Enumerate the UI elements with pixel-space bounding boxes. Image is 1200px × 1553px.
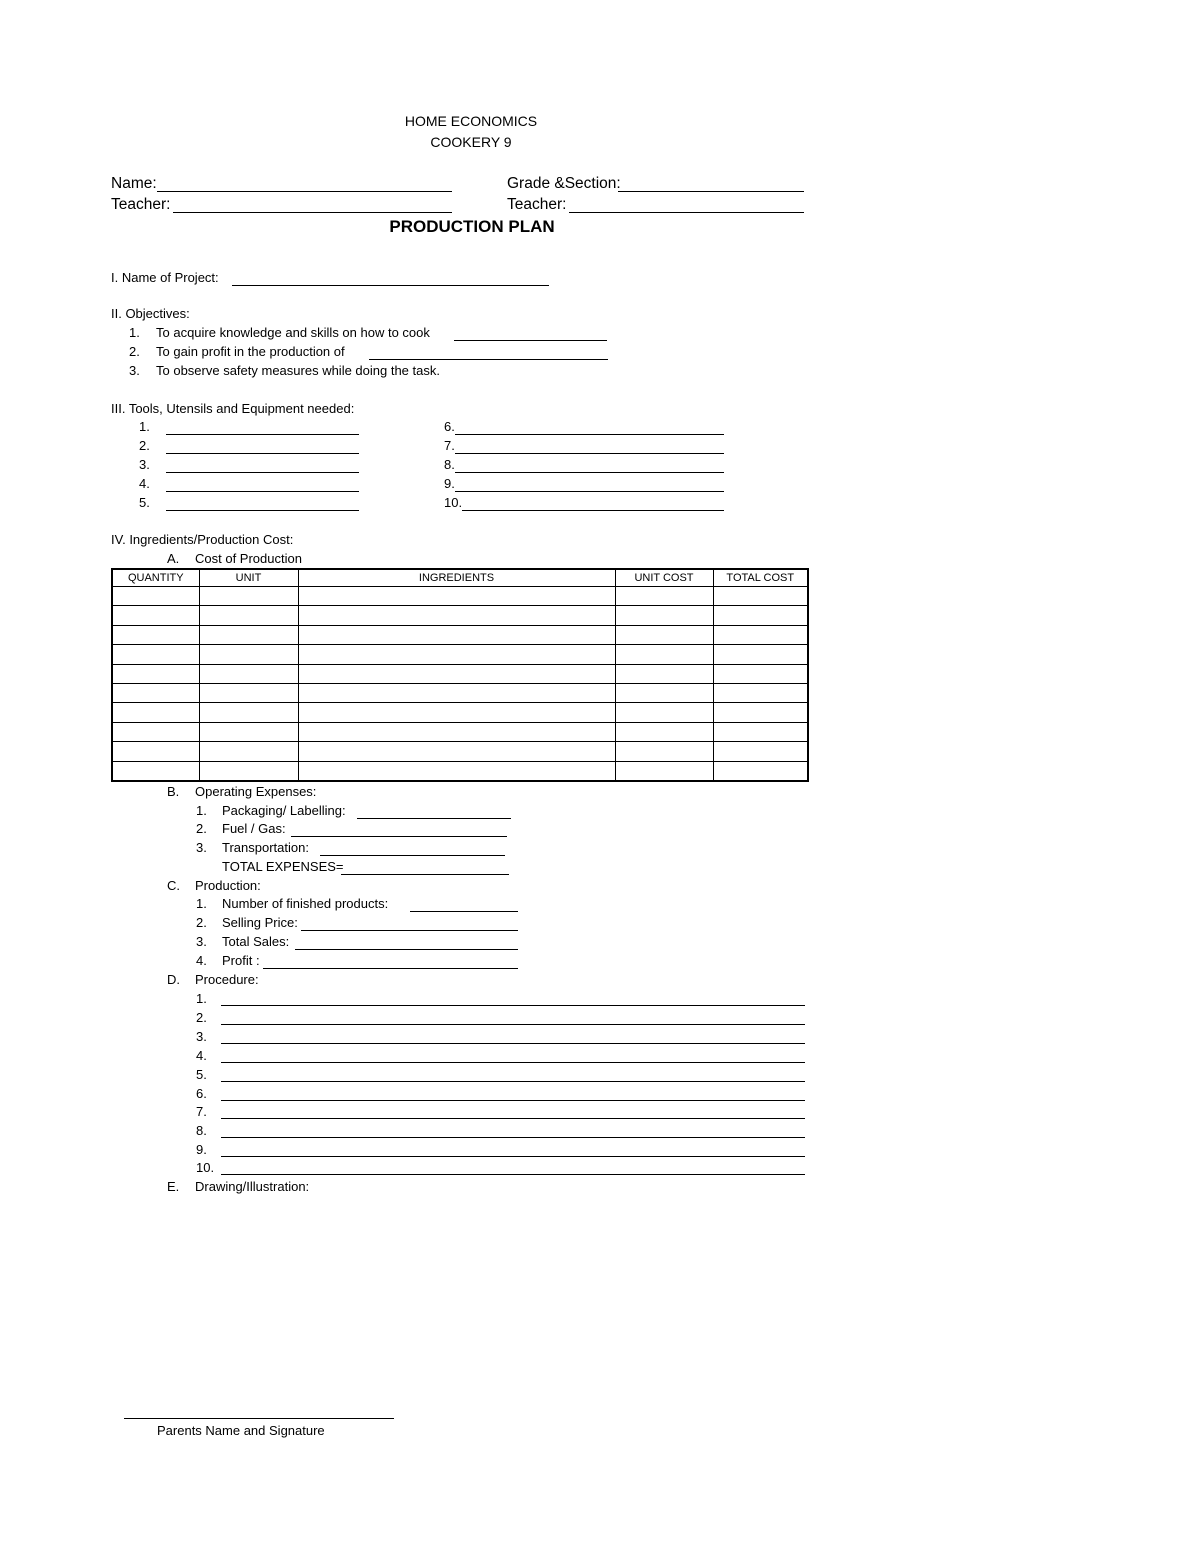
cell-ingredients[interactable] — [298, 722, 615, 741]
cell-unit-cost[interactable] — [615, 742, 713, 761]
cell-unit-cost[interactable] — [615, 761, 713, 781]
table-row — [112, 606, 808, 625]
cell-unit[interactable] — [199, 587, 298, 606]
cell-total-cost[interactable] — [713, 625, 808, 644]
cell-ingredients[interactable] — [298, 625, 615, 644]
production-num: 1. — [196, 896, 207, 911]
column-header-unit: UNIT — [199, 569, 298, 587]
table-row — [112, 683, 808, 702]
cell-unit[interactable] — [199, 722, 298, 741]
cost-of-production-table — [111, 568, 809, 782]
total-expenses-field[interactable] — [341, 874, 509, 875]
tool-field[interactable] — [455, 491, 724, 492]
cell-unit-cost[interactable] — [615, 625, 713, 644]
objective-1-field[interactable] — [454, 340, 607, 341]
grade-section-field[interactable] — [618, 191, 804, 192]
production-num: 2. — [196, 915, 207, 930]
tool-field[interactable] — [462, 510, 724, 511]
tool-num: 6. — [444, 419, 455, 434]
subsection-e-title: Drawing/Illustration: — [195, 1179, 310, 1194]
procedure-num: 7. — [196, 1104, 207, 1119]
tool-num: 4. — [139, 476, 150, 491]
cell-unit-cost[interactable] — [615, 606, 713, 625]
cell-ingredients[interactable] — [298, 606, 615, 625]
objective-num: 1. — [129, 325, 140, 340]
procedure-step-field[interactable] — [221, 1005, 805, 1006]
tool-field[interactable] — [166, 510, 359, 511]
procedure-num: 10. — [196, 1160, 215, 1175]
procedure-step-field[interactable] — [221, 1062, 805, 1063]
expense-label: Transportation: — [222, 840, 309, 855]
production-num: 3. — [196, 934, 207, 949]
tool-num: 7. — [444, 438, 455, 453]
tool-num: 5. — [139, 495, 150, 510]
tool-field[interactable] — [166, 453, 359, 454]
grade-section-label: Grade &Section: — [507, 175, 621, 192]
cell-unit-cost[interactable] — [615, 645, 713, 664]
cell-quantity[interactable] — [112, 703, 199, 722]
cell-unit[interactable] — [199, 645, 298, 664]
cell-unit-cost[interactable] — [615, 683, 713, 702]
subsection-e-letter: E. — [167, 1179, 180, 1194]
subsection-c-letter: C. — [167, 878, 180, 893]
section4-label: IV. Ingredients/Production Cost: — [111, 532, 294, 547]
procedure-step-field[interactable] — [221, 1118, 805, 1119]
column-header-ingredients: INGREDIENTS — [298, 569, 615, 587]
finished-products-field[interactable] — [410, 911, 518, 912]
cell-unit-cost[interactable] — [615, 587, 713, 606]
table-row — [112, 625, 808, 644]
expense-num: 1. — [196, 803, 207, 818]
cell-quantity[interactable] — [112, 645, 199, 664]
procedure-num: 3. — [196, 1029, 207, 1044]
section1-label: I. Name of Project: — [111, 270, 219, 285]
cell-quantity[interactable] — [112, 722, 199, 741]
selling-price-field[interactable] — [301, 930, 518, 931]
name-field[interactable] — [157, 191, 452, 192]
subsection-c-title: Production: — [195, 878, 261, 893]
cell-ingredients[interactable] — [298, 664, 615, 683]
section3-label: III. Tools, Utensils and Equipment needed: — [111, 401, 355, 416]
cell-quantity[interactable] — [112, 742, 199, 761]
objective-num: 3. — [129, 363, 140, 378]
procedure-num: 8. — [196, 1123, 207, 1138]
tool-num: 10. — [444, 495, 463, 510]
table-row — [112, 722, 808, 741]
table-row — [112, 664, 808, 683]
cell-unit[interactable] — [199, 606, 298, 625]
table-row — [112, 703, 808, 722]
production-label: Number of finished products: — [222, 896, 389, 911]
procedure-step-field[interactable] — [221, 1137, 805, 1138]
objective-2-field[interactable] — [369, 359, 608, 360]
cell-total-cost[interactable] — [713, 761, 808, 781]
header-line2: COOKERY 9 — [430, 134, 512, 150]
teacher-right-field[interactable] — [569, 212, 804, 213]
production-label: Selling Price: — [222, 915, 298, 930]
subsection-a-title: Cost of Production — [195, 551, 302, 566]
tool-field[interactable] — [455, 472, 724, 473]
objective-text: To observe safety measures while doing the task. — [156, 363, 440, 378]
page-title: PRODUCTION PLAN — [389, 217, 555, 236]
teacher-left-label: Teacher: — [111, 196, 171, 213]
objective-num: 2. — [129, 344, 140, 359]
drawing-area[interactable] — [111, 1200, 807, 1400]
procedure-step-field[interactable] — [221, 1024, 805, 1025]
expense-label: Packaging/ Labelling: — [222, 803, 346, 818]
procedure-step-field[interactable] — [221, 1174, 805, 1175]
cell-unit[interactable] — [199, 703, 298, 722]
cell-ingredients[interactable] — [298, 683, 615, 702]
teacher-left-field[interactable] — [173, 212, 452, 213]
production-label: Profit : — [222, 953, 260, 968]
tool-num: 3. — [139, 457, 150, 472]
table-row — [112, 742, 808, 761]
subsection-d-title: Procedure: — [195, 972, 259, 987]
procedure-num: 1. — [196, 991, 207, 1006]
cell-unit[interactable] — [199, 742, 298, 761]
name-label: Name: — [111, 175, 157, 192]
procedure-num: 5. — [196, 1067, 207, 1082]
tool-num: 9. — [444, 476, 455, 491]
procedure-step-field[interactable] — [221, 1081, 805, 1082]
cell-ingredients[interactable] — [298, 703, 615, 722]
transportation-field[interactable] — [320, 855, 505, 856]
tool-field[interactable] — [455, 434, 724, 435]
section2-label: II. Objectives: — [111, 306, 190, 321]
expense-num: 3. — [196, 840, 207, 855]
cell-quantity[interactable] — [112, 606, 199, 625]
column-header-total-cost: TOTAL COST — [713, 569, 808, 587]
cell-quantity[interactable] — [112, 664, 199, 683]
cell-quantity[interactable] — [112, 683, 199, 702]
cell-ingredients[interactable] — [298, 587, 615, 606]
cell-total-cost[interactable] — [713, 722, 808, 741]
production-label: Total Sales: — [222, 934, 290, 949]
tool-num: 2. — [139, 438, 150, 453]
table-row — [112, 645, 808, 664]
tool-field[interactable] — [455, 453, 724, 454]
procedure-num: 6. — [196, 1086, 207, 1101]
procedure-step-field[interactable] — [221, 1100, 805, 1101]
expense-label: Fuel / Gas: — [222, 821, 286, 836]
cell-unit-cost[interactable] — [615, 703, 713, 722]
procedure-num: 4. — [196, 1048, 207, 1063]
cell-total-cost[interactable] — [713, 742, 808, 761]
cell-unit-cost[interactable] — [615, 722, 713, 741]
cell-unit-cost[interactable] — [615, 664, 713, 683]
table-row — [112, 587, 808, 606]
cell-unit[interactable] — [199, 625, 298, 644]
cell-total-cost[interactable] — [713, 645, 808, 664]
tool-num: 8. — [444, 457, 455, 472]
teacher-right-label: Teacher: — [507, 196, 567, 213]
cell-total-cost[interactable] — [713, 664, 808, 683]
cell-ingredients[interactable] — [298, 645, 615, 664]
subsection-b-title: Operating Expenses: — [195, 784, 317, 799]
subsection-d-letter: D. — [167, 972, 180, 987]
table-row — [112, 761, 808, 781]
objective-text: To acquire knowledge and skills on how to cook — [156, 325, 430, 340]
procedure-num: 9. — [196, 1142, 207, 1157]
procedure-num: 2. — [196, 1010, 207, 1025]
cell-unit[interactable] — [199, 664, 298, 683]
cell-total-cost[interactable] — [713, 683, 808, 702]
cell-total-cost[interactable] — [713, 606, 808, 625]
cell-unit[interactable] — [199, 761, 298, 781]
column-header-quantity: QUANTITY — [112, 569, 199, 587]
packaging-field[interactable] — [357, 818, 511, 819]
tool-field[interactable] — [166, 472, 359, 473]
fuel-gas-field[interactable] — [291, 836, 507, 837]
signature-label: Parents Name and Signature — [157, 1423, 325, 1438]
tool-field[interactable] — [166, 491, 359, 492]
subsection-a-letter: A. — [167, 551, 180, 566]
cell-unit[interactable] — [199, 683, 298, 702]
subsection-b-letter: B. — [167, 784, 180, 799]
cell-ingredients[interactable] — [298, 742, 615, 761]
expense-num: 2. — [196, 821, 207, 836]
cell-quantity[interactable] — [112, 587, 199, 606]
total-expenses-label: TOTAL EXPENSES= — [222, 859, 344, 874]
column-header-unit-cost: UNIT COST — [615, 569, 713, 587]
total-sales-field[interactable] — [295, 949, 518, 950]
cell-quantity[interactable] — [112, 761, 199, 781]
objective-text: To gain profit in the production of — [156, 344, 345, 359]
procedure-step-field[interactable] — [221, 1156, 805, 1157]
signature-line[interactable] — [124, 1418, 394, 1419]
project-name-field[interactable] — [232, 285, 549, 286]
procedure-step-field[interactable] — [221, 1043, 805, 1044]
production-num: 4. — [196, 953, 207, 968]
cell-ingredients[interactable] — [298, 761, 615, 781]
tool-field[interactable] — [166, 434, 359, 435]
cell-quantity[interactable] — [112, 625, 199, 644]
profit-field[interactable] — [263, 968, 518, 969]
cell-total-cost[interactable] — [713, 703, 808, 722]
tool-num: 1. — [139, 419, 150, 434]
header-line1: HOME ECONOMICS — [404, 113, 538, 129]
cell-total-cost[interactable] — [713, 587, 808, 606]
